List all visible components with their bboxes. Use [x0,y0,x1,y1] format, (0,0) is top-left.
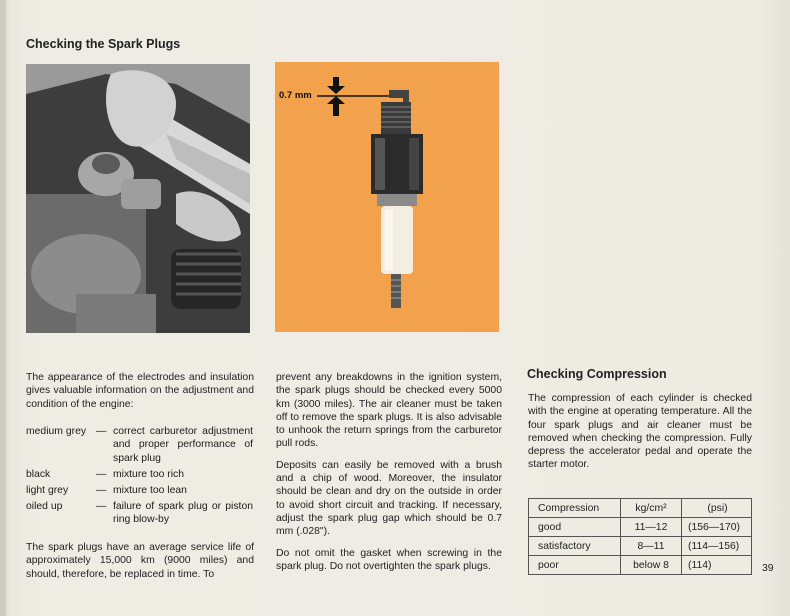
row-kg-cm2: below 8 [621,556,682,575]
spark-plug-figure [275,62,499,332]
condition-dash: — [96,501,107,512]
engine-photo [26,64,250,333]
intro-paragraph: The appearance of the electrodes and insulation gives valuable information on the adjustment and condition of the engine: [26,372,254,410]
condition-row-medium-grey [26,425,254,465]
column-1-intro [26,371,254,419]
gap-measurement-label: 0.7 mm [279,90,312,101]
compression-table [528,498,752,575]
compression-table-header [529,499,752,518]
header-kg-cm2: kg/cm² [621,499,682,518]
column-3 [528,392,752,480]
column-2-paragraph-2: Deposits can easily be removed with a brush and a chip of wood. Moreover, the insulator should be clean and dry on the outside in order to avoid short circuit and tracking. If necessary, adjust the spark plug gap which should be 0.7 mm (.028"). [276,459,502,538]
row-kg-cm2: 8—11 [621,537,682,556]
condition-key: medium grey [26,426,87,437]
condition-row-oiled-up [26,500,254,528]
condition-key: oiled up [26,501,63,512]
table-row [529,518,752,537]
column-1-outro [26,541,254,589]
book-spine-shadow [0,0,6,616]
condition-dash: — [96,469,107,480]
row-label: poor [529,556,621,575]
condition-value: mixture too lean [113,485,187,496]
row-psi: (114) [682,556,752,575]
row-label: good [529,518,621,537]
condition-value: mixture too rich [113,469,185,480]
column-2-paragraph-3: Do not omit the gasket when screwing in the spark plug. Do not overtighten the spark plugs. [276,547,502,572]
header-compression: Compression [529,499,621,518]
engine-photo-illustration [26,64,250,333]
condition-key: black [26,469,51,480]
column-2-paragraph-1: prevent any breakdowns in the ignition system, the spark plugs should be checked every 5000 km (3000 miles). The air cleaner must be taken off to remove the spark plugs. It is also advisable to unhook the return springs from the carburetor pull rods. [276,372,502,450]
row-psi: (156—170) [682,518,752,537]
condition-value: failure of spark plug or piston ring blow-by [113,501,253,526]
condition-value: correct carburetor adjustment and proper performance of spark plug [113,426,253,464]
row-kg-cm2: 11—12 [621,518,682,537]
condition-row-light-grey [26,484,254,498]
condition-key: light grey [26,485,69,496]
column-2 [276,371,502,581]
spark-plug-illustration [275,62,499,332]
header-psi: (psi) [682,499,752,518]
condition-row-black [26,468,254,482]
compression-heading: Checking Compression [527,367,667,381]
condition-dash: — [96,426,107,437]
row-label: satisfactory [529,537,621,556]
compression-paragraph: The compression of each cylinder is checked with the engine at operating temperature. All the four spark plugs and air cleaner must be removed when checking the compression. Fully depress the accelerator pedal and operate the starter motor. [528,393,752,471]
page-title: Checking the Spark Plugs [26,37,181,51]
condition-dash: — [96,485,107,496]
row-psi: (114—156) [682,537,752,556]
service-life-paragraph: The spark plugs have an average service life of approximately 15,000 km (9000 miles) and should, therefore, be replaced in time. To [26,542,254,580]
table-row [529,556,752,575]
table-row [529,537,752,556]
page-number: 39 [762,563,774,574]
